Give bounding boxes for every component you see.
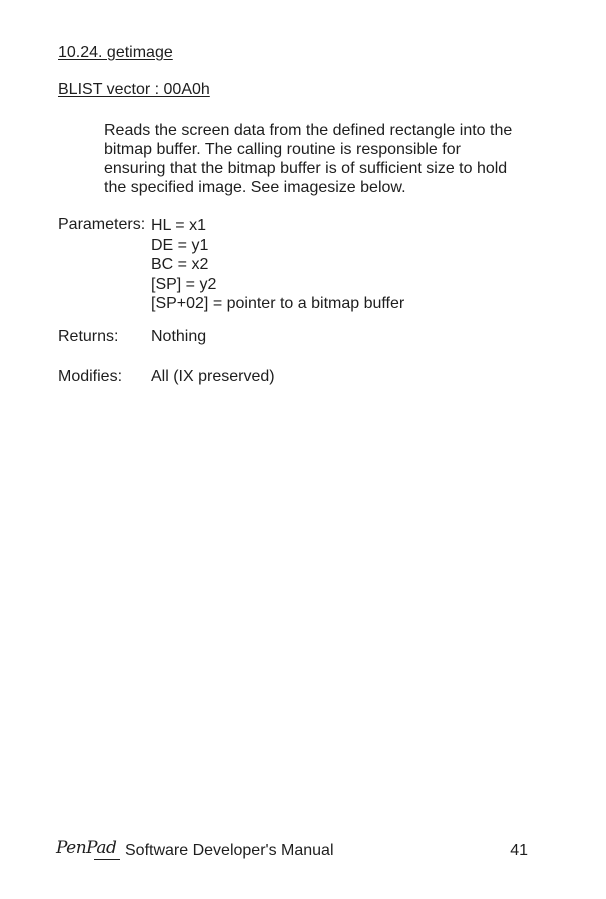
description-paragraph xyxy=(104,121,544,197)
parameter-item: DE = y1 xyxy=(151,236,209,254)
parameter-item: BC = x2 xyxy=(151,256,209,273)
description-line: the specified image. See imagesize below. xyxy=(104,179,406,196)
penpad-logo: PenPad xyxy=(56,838,117,858)
section-heading: 10.24. getimage xyxy=(58,44,173,61)
description-line: bitmap buffer. The calling routine is responsible for xyxy=(104,141,461,158)
parameters-label: Parameters: xyxy=(58,216,146,233)
page-footer xyxy=(56,838,534,866)
parameters-list xyxy=(151,216,404,314)
returns-label: Returns: xyxy=(58,328,119,345)
parameter-item: [SP] = y2 xyxy=(151,275,217,293)
logo-underline xyxy=(94,859,120,860)
parameter-item: HL = x1 xyxy=(151,217,206,234)
description-line: ensuring that the bitmap buffer is of sufficient size to hold xyxy=(104,160,508,177)
vector-heading: BLIST vector : 00A0h xyxy=(58,81,210,98)
parameter-item: [SP+02] = pointer to a bitmap buffer xyxy=(151,295,405,312)
modifies-value: All (IX preserved) xyxy=(151,368,275,385)
description-line: Reads the screen data from the defined rectangle into the xyxy=(104,122,513,139)
page-number: 41 xyxy=(510,842,528,859)
manual-title: Software Developer's Manual xyxy=(125,842,334,859)
modifies-label: Modifies: xyxy=(58,368,123,385)
returns-value: Nothing xyxy=(151,328,207,345)
